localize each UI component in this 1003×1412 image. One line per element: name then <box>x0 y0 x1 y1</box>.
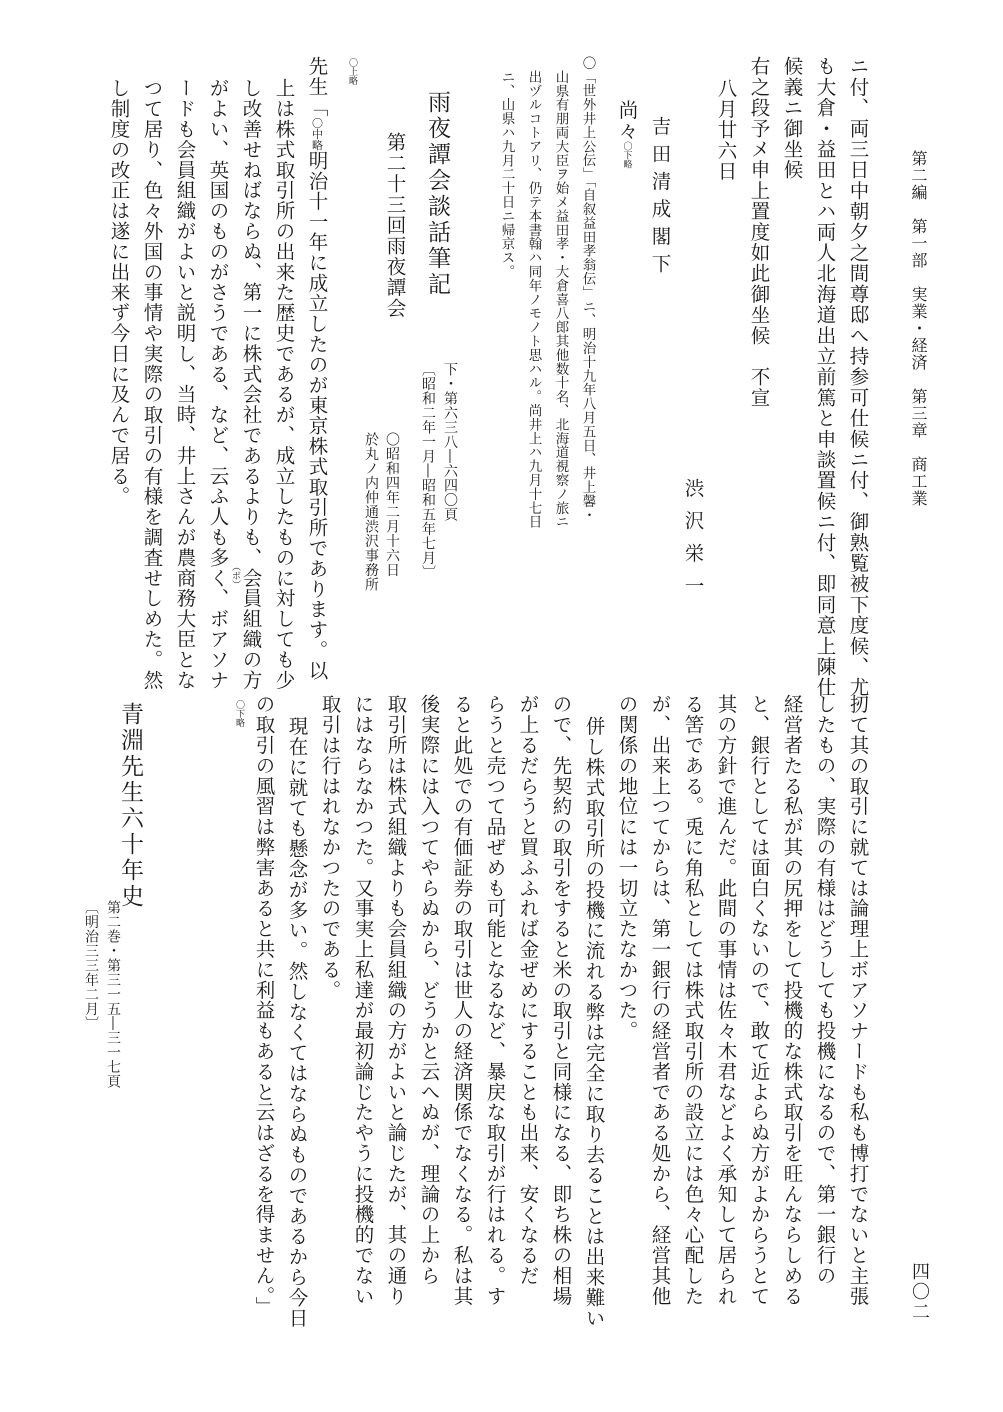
letter-line: 候義ニ御坐候 <box>780 56 804 181</box>
amayo-title: 雨夜譚会談話筆記 <box>424 90 450 298</box>
amayo-source: 下・第六三八―六四〇頁 <box>442 362 458 522</box>
continuation-line: にはならなかつた。又事実上私達が最初論じたやうに投機的でない <box>351 694 375 1306</box>
continuation-line: る筈である。兎に角私としては株式取引所の設立には色々心配した <box>681 694 705 1306</box>
running-head: 第二編 第一部 実業・経済 第三章 商工業 <box>909 150 928 507</box>
note-line: 山県有朋両大臣ヲ始メ益田孝・大倉喜八郎其他数十名、北海道視察ノ旅ニ <box>552 70 569 529</box>
continuation-line: 取引は行はれなかつたのである。 <box>318 694 342 1000</box>
continuation-line: したもの、実際の有様はどうしても投機になるので、第一銀行の <box>813 694 837 1286</box>
letter-postscript <box>617 100 637 168</box>
continuation-line: 後実際には入つてやらぬから、どうかと云へぬが、理論の上から <box>417 694 441 1286</box>
continuation-line: 扨て其の取引に就ては論理上ボアソナードも私も博打でないと主張 <box>846 694 870 1306</box>
letter-line: 右之段予メ申上置度如此御坐候 不宣 <box>747 56 771 408</box>
amayo-session: 第二十三回雨夜譚会 <box>383 132 407 319</box>
continuation-line: 経営者たる私が其の尻押をして投機的な株式取引を旺んならしめる <box>780 694 804 1306</box>
continuation-line: が上るだらうと買ふふれば金ぜめにすることも出来、安くなるだ <box>516 694 540 1286</box>
body-start: 先生「 <box>305 56 329 118</box>
continuation-line: 其の方針で進んだ。此間の事情は佐々木君などよく承知して居られ <box>714 694 738 1306</box>
postscript-text: 尚々 <box>615 100 639 142</box>
letter-sender: 渋沢栄一 <box>681 478 705 608</box>
letter-line: も大倉・益田とハ両人北海道出立前篤と申談置候ニ付、即同意上陳仕 <box>813 56 837 698</box>
amayo-body-line: がよい、英国のものがさうである、など、云ふ人も多く、ボアソナ <box>206 78 230 690</box>
page-number: 四〇二 <box>909 1262 930 1322</box>
letter-date: 八月廿六日 <box>714 78 738 182</box>
amayo-body-line: ードも会員組織がよいと説明し、当時、井上さんが農商務大臣とな <box>173 78 197 690</box>
omit-mark: 〇下略 <box>234 700 244 727</box>
continuation-line: の取引の風習は弊害あると共に利益もあると云はざるを得ません。」 <box>252 694 276 1317</box>
amayo-body-line: し制度の改正は遂に出来ず今日に及んで居る。 <box>107 78 131 507</box>
omit-mark: 〇下略 <box>621 141 632 169</box>
omit-mark: 〇中略 <box>310 117 324 151</box>
amayo-body-line: つて居り、色々外国の事情や実際の取引の有様を調査せしめた。然 <box>140 78 164 690</box>
amayo-body-line <box>307 56 327 681</box>
continuation-line: が、出来上つてからは、第一銀行の経営者である処から、経営其他 <box>648 694 672 1306</box>
amayo-body-line: し改善せねばならぬ、第一に株式会社であるよりも、会員組織の方 <box>239 78 263 690</box>
note-line: ニ、山県ハ九月二十日ニ帰京ス。 <box>498 70 515 279</box>
omit-mark: 〇上略 <box>347 58 357 85</box>
amayo-place: 於丸ノ内仲通渋沢事務所 <box>363 432 379 592</box>
body-text: 明治十一年に成立したのが東京株式取引所であります。以 <box>305 150 329 681</box>
letter-line: ニ付、両三日中朝夕之間尊邸へ持参可仕候ニ付、御熟覧被下度候、尤 <box>846 56 870 698</box>
continuation-line: 取引所は株式組織よりも会員組織の方がよいと論じたが、其の通り <box>384 694 408 1306</box>
continuation-line: ので、先契約の取引をすると米の取引と同様になる、即ち株の相場 <box>549 694 573 1306</box>
continuation-line: と、銀行としては面白くないので、敢て近よらぬ方がよからうとて <box>747 694 771 1306</box>
aobuchi-title: 青淵先生六十年史 <box>117 702 143 910</box>
amayo-body-line: 上は株式取引所の出来た歴史であるが、成立したものに対しても少 <box>272 78 296 690</box>
aobuchi-source: 第二巻・第三一五―三一七頁 <box>105 900 121 1089</box>
note-line: 〇「世外井上公伝」「自叙益田孝翁伝」ニ、明治十九年八月五日、井上馨・ <box>579 56 596 522</box>
note-line: 出ヅルコトアリ、仍テ本書翰ハ同年ノモノト思ハル。尚井上ハ九月十七日 <box>525 70 542 529</box>
continuation-line: 併し株式取引所の投機に流れる弊は完全に取り去ることは出来難い <box>582 716 606 1328</box>
continuation-line: ると此処での有価証券の取引は世人の経済関係でなくなる。私は其 <box>450 694 474 1306</box>
letter-addressee: 吉田清成閣下 <box>648 116 672 281</box>
aobuchi-source: 〔明治三三年二月〕 <box>83 900 99 1031</box>
continuation-line: 現在に就ても懸念が多い。然しなくてはならぬものであるから今日 <box>285 716 309 1328</box>
continuation-line: らうと売つて品ぜめも可能となるなど、暴戻な取引が行はれる。す <box>483 694 507 1306</box>
amayo-source: 〔昭和二年一月―昭和五年七月〕 <box>420 362 436 580</box>
continuation-line: の関係の地位には一切立たなかつた。 <box>615 694 639 1041</box>
amayo-date: 〇昭和四年二月十六日 <box>384 432 400 577</box>
ruby-annotation: （ボ） <box>230 562 240 589</box>
